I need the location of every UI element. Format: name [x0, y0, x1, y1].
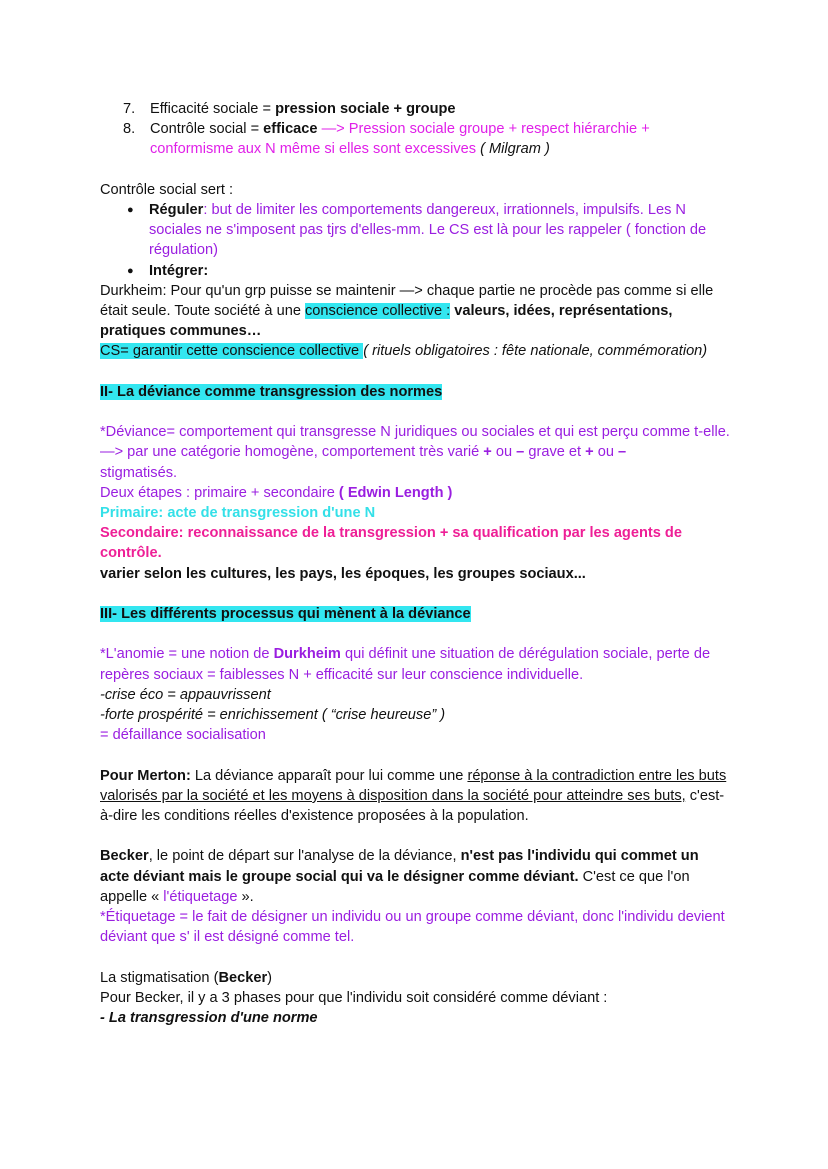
bullet-reguler: ● Réguler: but de limiter les comportements dangereux, irrationnels, impulsifs. Les N sociales ne s'imposent pas tjrs d'elles-mm. Le CS est là pour les rappeler ( fonction de régulation) [100, 200, 730, 261]
section-2-title: II- La déviance comme transgression des normes [100, 383, 443, 400]
etiquetage-definition: *Étiquetage = le fait de désigner un individu ou un groupe comme déviant, donc l'individu devient déviant que s' il est désigné comme tel. [100, 909, 725, 946]
primaire-line: Primaire: acte de transgression d'une N [100, 505, 376, 522]
cs-paragraph: CS= garantir cette conscience collective ( rituels obligatoires : fête nationale, commémoration) [100, 343, 708, 360]
section-3-title: III- Les différents processus qui mènent à la déviance [100, 606, 471, 623]
controle-intro: Contrôle social sert : [100, 181, 234, 198]
bullet-dot-icon: ● [127, 204, 134, 216]
etapes-line: Deux étapes : primaire + secondaire ( Edwin Length ) [100, 484, 453, 501]
deviance-definition: *Déviance= comportement qui transgresse N juridiques ou sociales et qui est perçu comme t-elle. [100, 424, 730, 441]
phases-line: Pour Becker, il y a 3 phases pour que l'individu soit considéré comme déviant : [100, 989, 608, 1006]
anomie-paragraph: *L'anomie = une notion de Durkheim qui définit une situation de dérégulation sociale, perte de repères sociaux = faiblesses N + efficacité sur leur conscience individuelle. [100, 646, 711, 683]
secondaire-line: Secondaire: reconnaissance de la transgression + sa qualification par les agents de contrôle. [100, 525, 682, 562]
bullet-integrer: ● Intégrer: [100, 261, 730, 281]
list-item-8: 8. Contrôle social = efficace —> Pression sociale groupe + respect hiérarchie + conformisme aux N même si elles sont excessives ( Milgram ) [123, 121, 650, 158]
phase-1-line: - La transgression d'une norme [100, 1010, 318, 1027]
prosperite-line: -forte prospérité = enrichissement ( “crise heureuse” ) [100, 707, 446, 724]
deviance-line-2: —> par une catégorie homogène, comportement très varié + ou – grave et + ou – [100, 444, 627, 461]
list-item-7: 7. Efficacité sociale = pression sociale + groupe [123, 101, 456, 117]
crise-line: -crise éco = appauvrissent [100, 686, 271, 703]
document-body [100, 99, 730, 1028]
varier-line: varier selon les cultures, les pays, les époques, les groupes sociaux... [100, 565, 586, 582]
becker-paragraph: Becker, le point de départ sur l'analyse de la déviance, n'est pas l'individu qui commet un acte déviant mais le groupe social qui va le désigner comme déviant. C'est ce que l'on appelle « l'étiquetage ». [100, 848, 699, 905]
defaillance-line: = défaillance socialisation [100, 727, 266, 744]
merton-paragraph: Pour Merton: La déviance apparaît pour lui comme une réponse à la contradiction entre les buts valorisés par la société et les moyens à disposition dans la société pour atteindre ses buts, c'est-à-dire les conditions réelles d'existence proposées à la population. [100, 767, 727, 825]
durkheim-paragraph: Durkheim: Pour qu'un grp puisse se maintenir —> chaque partie ne procède pas comme si elle était seule. Toute société à une conscience collective : valeurs, idées, représentations, pratiques communes… [100, 282, 714, 340]
stigmatises-line: stigmatisés. [100, 464, 178, 481]
stigmatisation-heading: La stigmatisation (Becker) [100, 969, 272, 986]
bullet-dot-icon: ● [127, 264, 134, 277]
